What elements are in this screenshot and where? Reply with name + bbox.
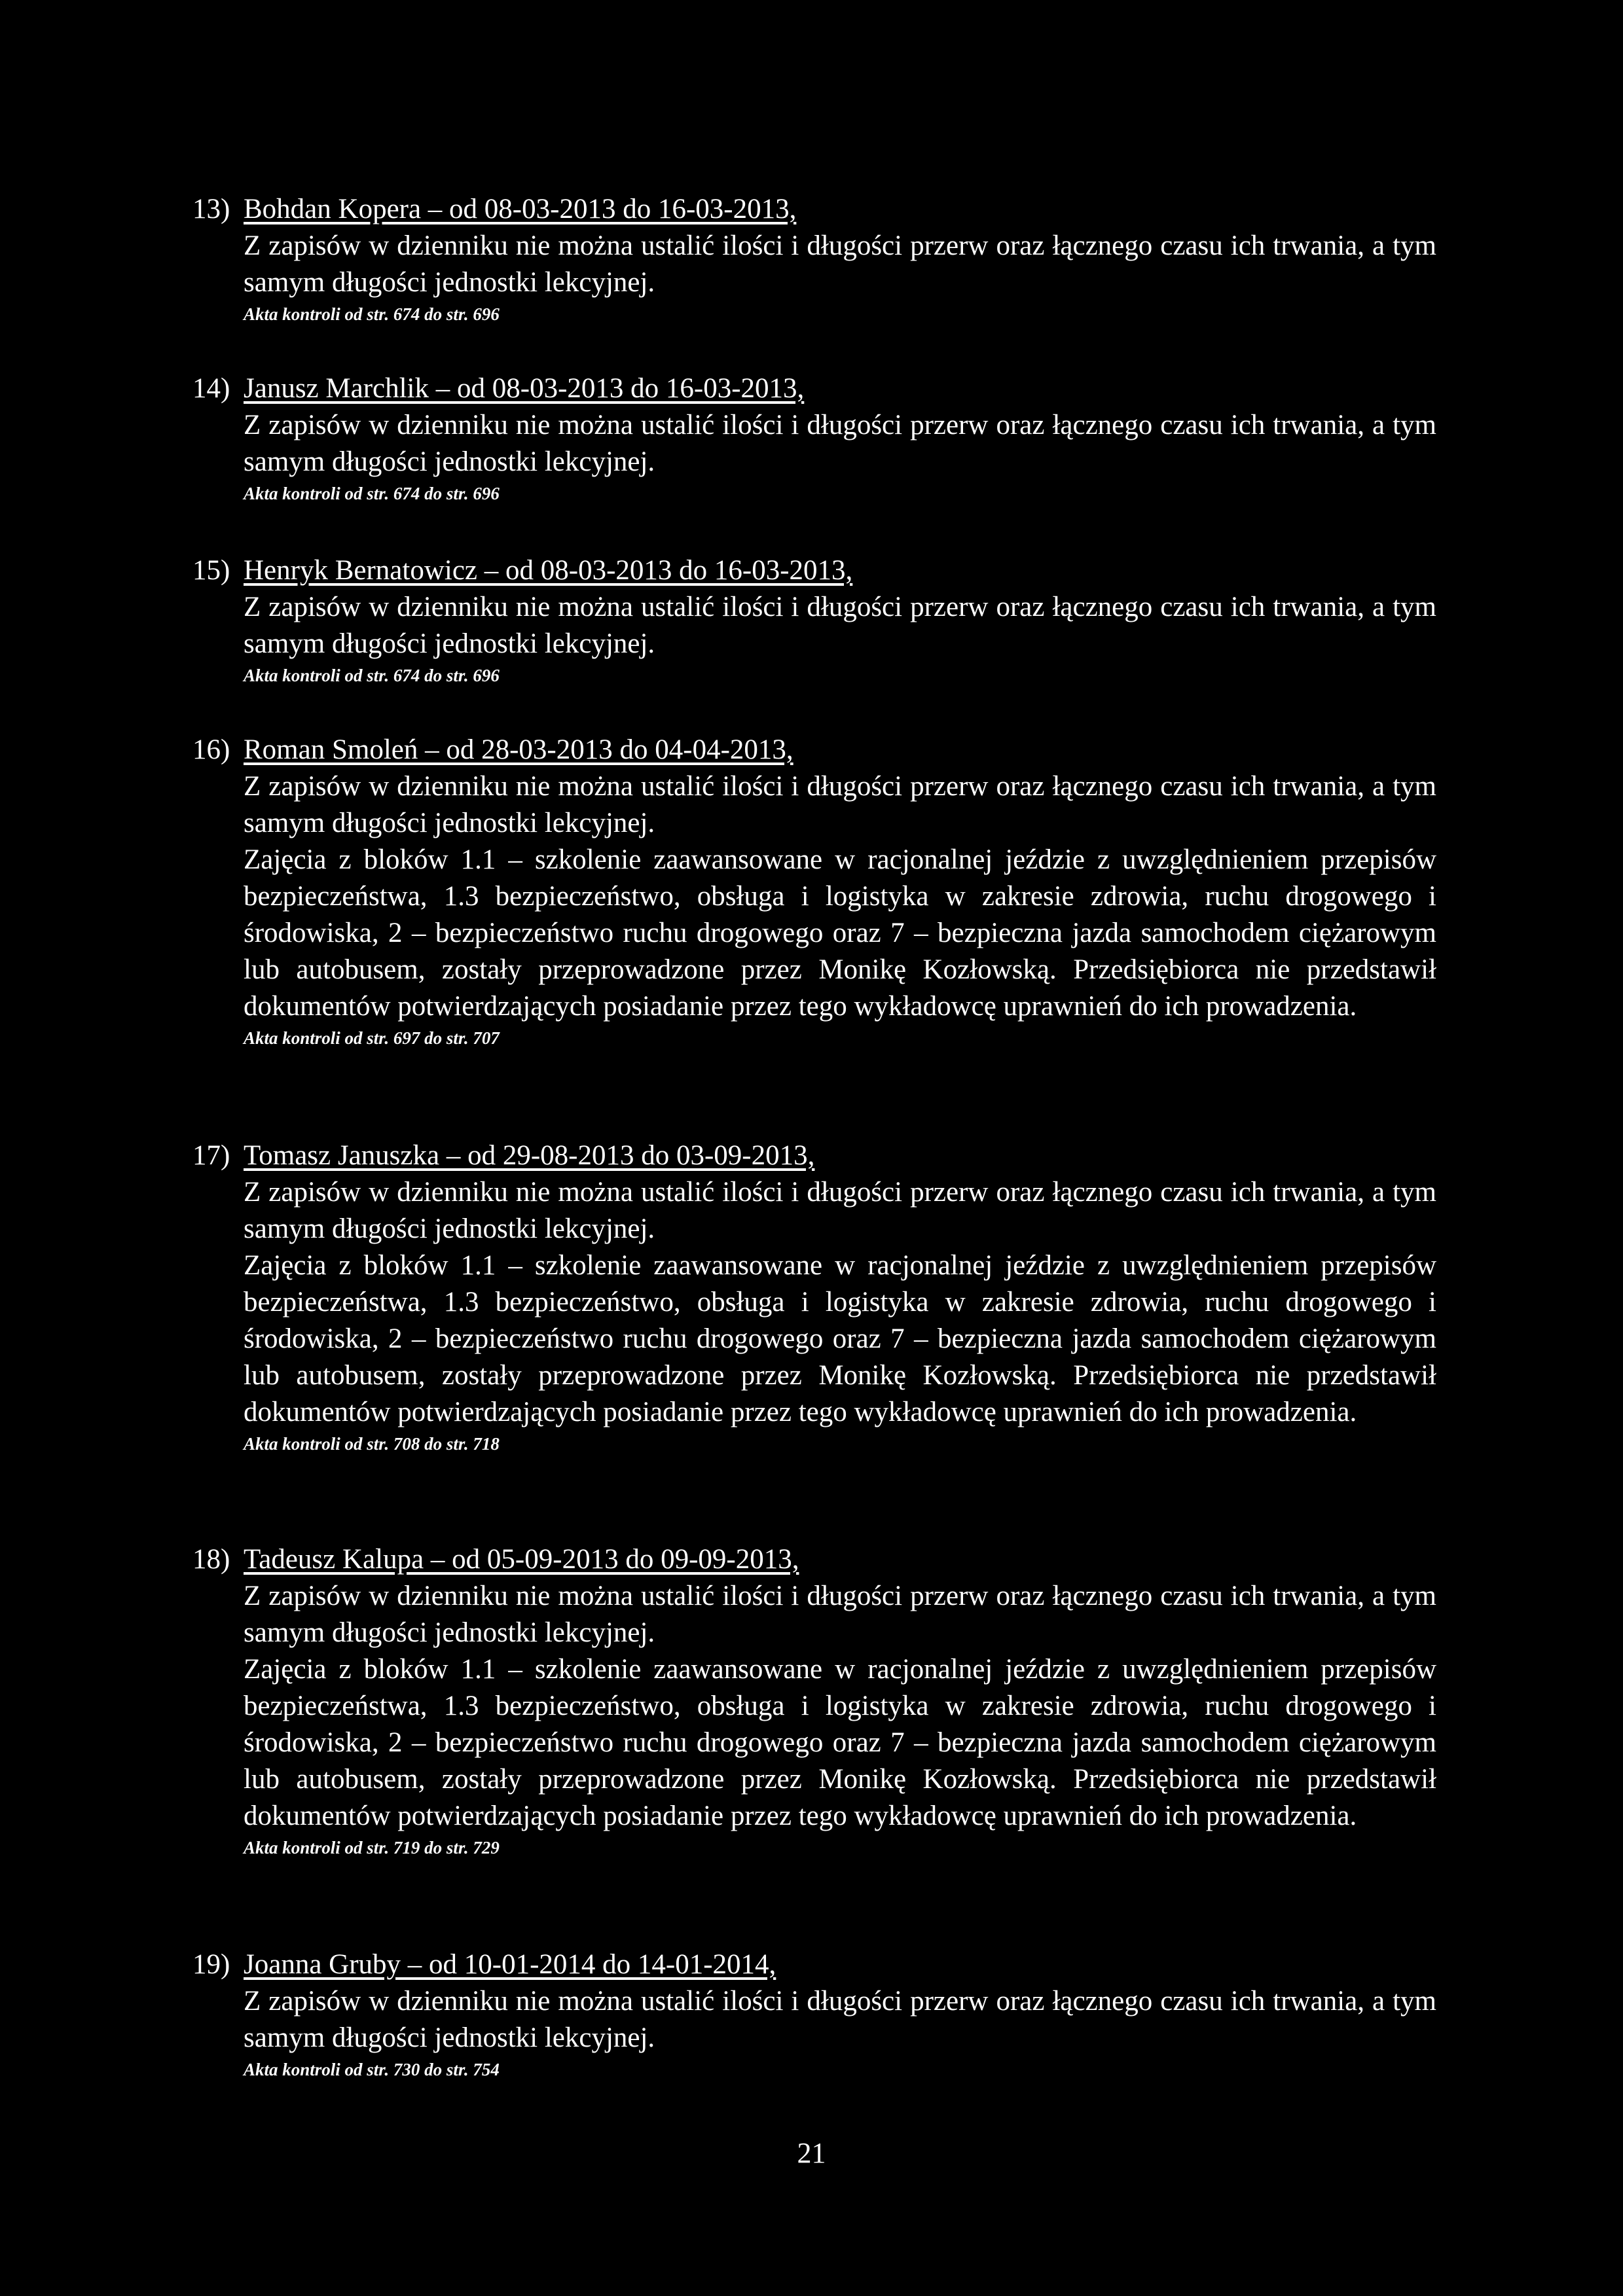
entry-paragraph: Zajęcia z bloków 1.1 – szkolenie zaawansowane w racjonalnej jeździe z uwzględnieniem przepisów bezpieczeństwa, 1.3 bezpieczeństwo, obsługa i logistyka w zakresie zdrowia, ruchu drogowego i środowiska, 2 – bezpieczeństwo ruchu drogowego oraz 7 – bezpieczna jazda samochodem ciężarowym lub autobusem, zostały przeprowadzone przez Monikę Kozłowską. Przedsiębiorca nie przedstawił dokumentów potwierdzających posiadanie przez tego wykładowcę uprawnień do ich prowadzenia.: [244, 1250, 1436, 1427]
entry-paragraph: Z zapisów w dzienniku nie można ustalić ilości i długości przerw oraz łącznego czasu ich trwania, a tym samym długości jednostki lekcyjnej.: [244, 1986, 1436, 2053]
entry-16: [192, 732, 1436, 1051]
entry-19: [192, 1946, 1436, 2083]
entry-number: 16): [192, 734, 230, 765]
entry-paragraph: Z zapisów w dzienniku nie można ustalić ilości i długości przerw oraz łącznego czasu ich trwania, a tym samym długości jednostki lekcyjnej.: [244, 771, 1436, 838]
entry-body: [244, 1983, 1436, 2056]
entry-heading: [192, 552, 1436, 589]
entry-heading: [192, 1541, 1436, 1578]
entry-number: 17): [192, 1140, 230, 1171]
page-number: 21: [797, 2137, 826, 2169]
files-reference: Akta kontroli od str. 708 do str. 718: [244, 1434, 500, 1454]
entry-paragraph: Zajęcia z bloków 1.1 – szkolenie zaawansowane w racjonalnej jeździe z uwzględnieniem przepisów bezpieczeństwa, 1.3 bezpieczeństwo, obsługa i logistyka w zakresie zdrowia, ruchu drogowego i środowiska, 2 – bezpieczeństwo ruchu drogowego oraz 7 – bezpieczna jazda samochodem ciężarowym lub autobusem, zostały przeprowadzone przez Monikę Kozłowską. Przedsiębiorca nie przedstawił dokumentów potwierdzających posiadanie przez tego wykładowcę uprawnień do ich prowadzenia.: [244, 1654, 1436, 1831]
entry-paragraph: Zajęcia z bloków 1.1 – szkolenie zaawansowane w racjonalnej jeździe z uwzględnieniem przepisów bezpieczeństwa, 1.3 bezpieczeństwo, obsługa i logistyka w zakresie zdrowia, ruchu drogowego i środowiska, 2 – bezpieczeństwo ruchu drogowego oraz 7 – bezpieczna jazda samochodem ciężarowym lub autobusem, zostały przeprowadzone przez Monikę Kozłowską. Przedsiębiorca nie przedstawił dokumentów potwierdzających posiadanie przez tego wykładowcę uprawnień do ich prowadzenia.: [244, 844, 1436, 1022]
entry-body: [244, 768, 1436, 1025]
entry-heading: [192, 191, 1436, 228]
entry-title: Henryk Bernatowicz – od 08-03-2013 do 16-03-2013,: [244, 555, 853, 586]
entry-number: 15): [192, 555, 230, 586]
entry-heading: [192, 1138, 1436, 1174]
entry-heading: [192, 732, 1436, 768]
entry-body: [244, 1578, 1436, 1835]
entry-title: Joanna Gruby – od 10-01-2014 do 14-01-2014,: [244, 1949, 776, 1980]
entry-15: [192, 552, 1436, 689]
entry-number: 14): [192, 373, 230, 404]
entry-title: Tomasz Januszka – od 29-08-2013 do 03-09-2013,: [244, 1140, 815, 1171]
entry-number: 19): [192, 1949, 230, 1980]
entry-paragraph: Z zapisów w dzienniku nie można ustalić ilości i długości przerw oraz łącznego czasu ich trwania, a tym samym długości jednostki lekcyjnej.: [244, 592, 1436, 659]
entry-17: [192, 1138, 1436, 1457]
entry-13: [192, 191, 1436, 327]
entry-paragraph: Z zapisów w dzienniku nie można ustalić ilości i długości przerw oraz łącznego czasu ich trwania, a tym samym długości jednostki lekcyjnej.: [244, 230, 1436, 298]
files-reference: Akta kontroli od str. 719 do str. 729: [244, 1838, 500, 1857]
entry-body: [244, 589, 1436, 662]
entry-title: Janusz Marchlik – od 08-03-2013 do 16-03-2013,: [244, 373, 805, 404]
entry-title: Bohdan Kopera – od 08-03-2013 do 16-03-2013,: [244, 194, 797, 224]
entry-title: Tadeusz Kalupa – od 05-09-2013 do 09-09-2013,: [244, 1544, 799, 1575]
entry-body: [244, 1174, 1436, 1431]
files-reference: Akta kontroli od str. 674 do str. 696: [244, 666, 500, 685]
entry-title: Roman Smoleń – od 28-03-2013 do 04-04-2013,: [244, 734, 793, 765]
entry-number: 13): [192, 194, 230, 224]
files-reference: Akta kontroli od str. 674 do str. 696: [244, 484, 500, 503]
entry-heading: [192, 1946, 1436, 1983]
files-reference: Akta kontroli od str. 730 do str. 754: [244, 2060, 500, 2079]
entry-paragraph: Z zapisów w dzienniku nie można ustalić ilości i długości przerw oraz łącznego czasu ich trwania, a tym samym długości jednostki lekcyjnej.: [244, 410, 1436, 477]
entry-18: [192, 1541, 1436, 1861]
entry-body: [244, 407, 1436, 480]
files-reference: Akta kontroli od str. 697 do str. 707: [244, 1028, 500, 1048]
entry-number: 18): [192, 1544, 230, 1575]
entry-14: [192, 370, 1436, 507]
entry-paragraph: Z zapisów w dzienniku nie można ustalić ilości i długości przerw oraz łącznego czasu ich trwania, a tym samym długości jednostki lekcyjnej.: [244, 1177, 1436, 1244]
entry-body: [244, 228, 1436, 301]
files-reference: Akta kontroli od str. 674 do str. 696: [244, 304, 500, 324]
entry-paragraph: Z zapisów w dzienniku nie można ustalić ilości i długości przerw oraz łącznego czasu ich trwania, a tym samym długości jednostki lekcyjnej.: [244, 1581, 1436, 1648]
entry-heading: [192, 370, 1436, 407]
